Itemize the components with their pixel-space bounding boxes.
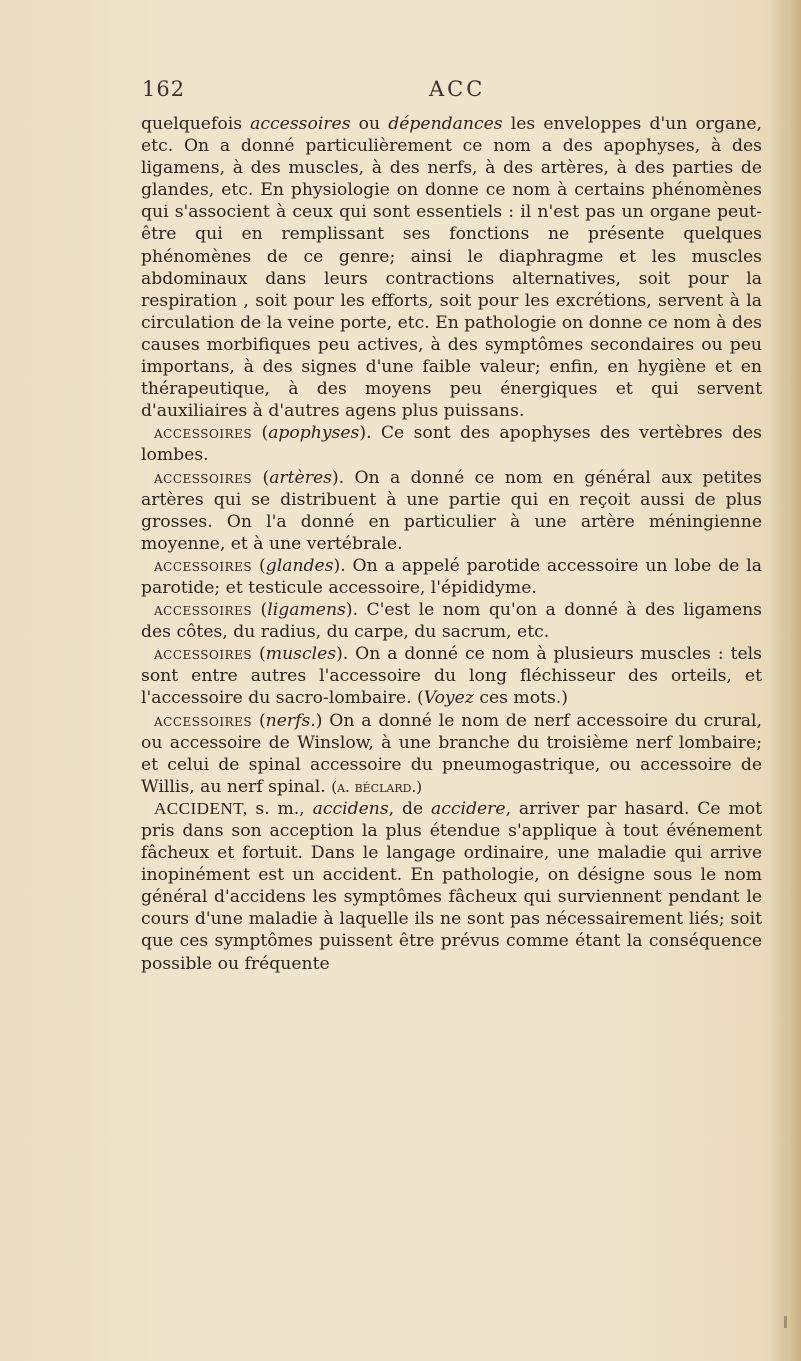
page-number: 162 xyxy=(142,77,186,101)
entry-paren-open: ( xyxy=(252,467,270,488)
entry-paren-open: ( xyxy=(252,710,266,731)
entry-headword: accessoires xyxy=(154,423,253,444)
entry-apophyses xyxy=(141,422,762,466)
entry-nerfs xyxy=(141,710,762,798)
entry-definition-end: ces mots.) xyxy=(473,688,568,709)
intro-text-1: quelquefois xyxy=(141,114,251,134)
entry-definition: ). On a donné ce nom à plusieurs muscles : tels sont entre autres l'accessoire du long fléchisseur des orteils, et l'accessoire du sacro-lombaire. ( xyxy=(141,644,762,709)
entry-muscles xyxy=(141,643,762,709)
entry-definition: ). C'est le nom qu'on a donné à des ligamens des côtes, du radius, du carpe, du sacrum, etc. xyxy=(141,600,763,643)
intro-text-3: ou xyxy=(350,114,389,134)
entry-ligamens xyxy=(141,599,762,643)
entry-cross-reference: Voyez xyxy=(423,688,474,709)
entry-paren-open: ( xyxy=(252,555,266,576)
entry-headword: accessoires xyxy=(154,600,253,621)
intro-term-dependances: dépendances xyxy=(388,114,503,134)
accident-grammar: s. m., xyxy=(247,798,313,819)
intro-term-accessoires: accessoires xyxy=(250,114,351,134)
intro-text-5: les enveloppes d'un organe, etc. On a donné particulièrement ce nom a des apophyses, à des ligamens, à des muscles, à des nerfs, à des artères, à des parties de glandes, etc. En physiologie on donne ce nom à certains phénomènes qui s'associent à ceux qui sont essentiels : il n'est pas un organe peut-être qui en remplissant ses fonctions ne présente quelques phénomènes de ce genre; ainsi le diaphragme et les muscles abdominaux dans leurs contractions alternatives, soit pour la respiration , soit pour les efforts, soit pour les excrétions, servent à la circulation de la veine porte, etc. En pathologie on donne ce nom à des causes morbifiques peu actives, à des symptômes secondaires ou peu importans, à des signes d'une faible valeur; enfin, en hygiène et en thérapeutique, à des moyens peu énergiques et qui servent d'auxiliaires à d'autres agens plus puissans. xyxy=(141,114,762,422)
accident-text-3: , de xyxy=(388,798,432,819)
page-header xyxy=(142,77,542,107)
entry-glandes xyxy=(141,555,762,599)
entry-term: muscles xyxy=(265,644,337,665)
entry-definition: ). On a donné ce nom en général aux petites artères qui se distribuent à une partie qui en reçoit aussi de plus grosses. On l'a donné en particulier à une artère méningienne moyenne, et à une vertébrale. xyxy=(141,467,762,554)
page-edge-shadow xyxy=(779,0,801,1361)
entry-paren-open: ( xyxy=(252,423,269,444)
entry-accident xyxy=(141,798,762,975)
entry-headword: accessoires xyxy=(154,710,253,731)
accident-headword: ACCIDENT, xyxy=(154,798,248,818)
entry-paren-open: ( xyxy=(252,600,268,621)
entry-term: glandes xyxy=(265,555,334,576)
author-signature: (a. béclard.) xyxy=(331,777,423,796)
dictionary-text xyxy=(141,113,762,975)
entry-definition: ). Ce sont des apophyses des vertèbres des lombes. xyxy=(141,423,762,466)
entry-definition: ) On a donné le nom de nerf accessoire du crural, ou accessoire de Winslow, à une branche du troisième nerf lombaire; et celui de spinal accessoire du pneumogastrique, ou accessoire de Willis, au nerf spinal. xyxy=(141,710,763,797)
entry-headword: accessoires xyxy=(154,467,253,488)
entry-definition: ). On a appelé parotide accessoire un lobe de la parotide; et testicule accessoire, l'épididyme. xyxy=(141,555,762,598)
entry-arteres xyxy=(141,467,762,555)
entry-headword: accessoires xyxy=(154,644,253,665)
running-head: ACC xyxy=(429,77,486,101)
accident-latin-plural: accidens xyxy=(312,798,389,819)
entry-term: ligamens xyxy=(267,600,346,621)
entry-paren-open: ( xyxy=(252,644,266,665)
intro-paragraph xyxy=(141,113,762,422)
entry-term: apophyses xyxy=(268,423,360,444)
entry-term: nerfs. xyxy=(265,710,316,731)
entry-headword: accessoires xyxy=(154,555,253,576)
accident-latin-verb: accidere xyxy=(431,798,506,819)
entry-term: artères xyxy=(269,467,332,488)
paper-blemish xyxy=(784,1316,787,1328)
accident-definition: , arriver par hasard. Ce mot pris dans son acception la plus étendue s'applique à tout événement fâcheux et fortuit. Dans le langage ordinaire, une maladie qui arrive inopinément est un accident. En pathologie, on désigne sous le nom général d'accidens les symptômes fâcheux qui surviennent pendant le cours d'une maladie à laquelle ils ne sont pas nécessairement liés; soit que ces symptômes puissent être prévus comme étant la conséquence possible ou fréquente xyxy=(141,798,762,974)
